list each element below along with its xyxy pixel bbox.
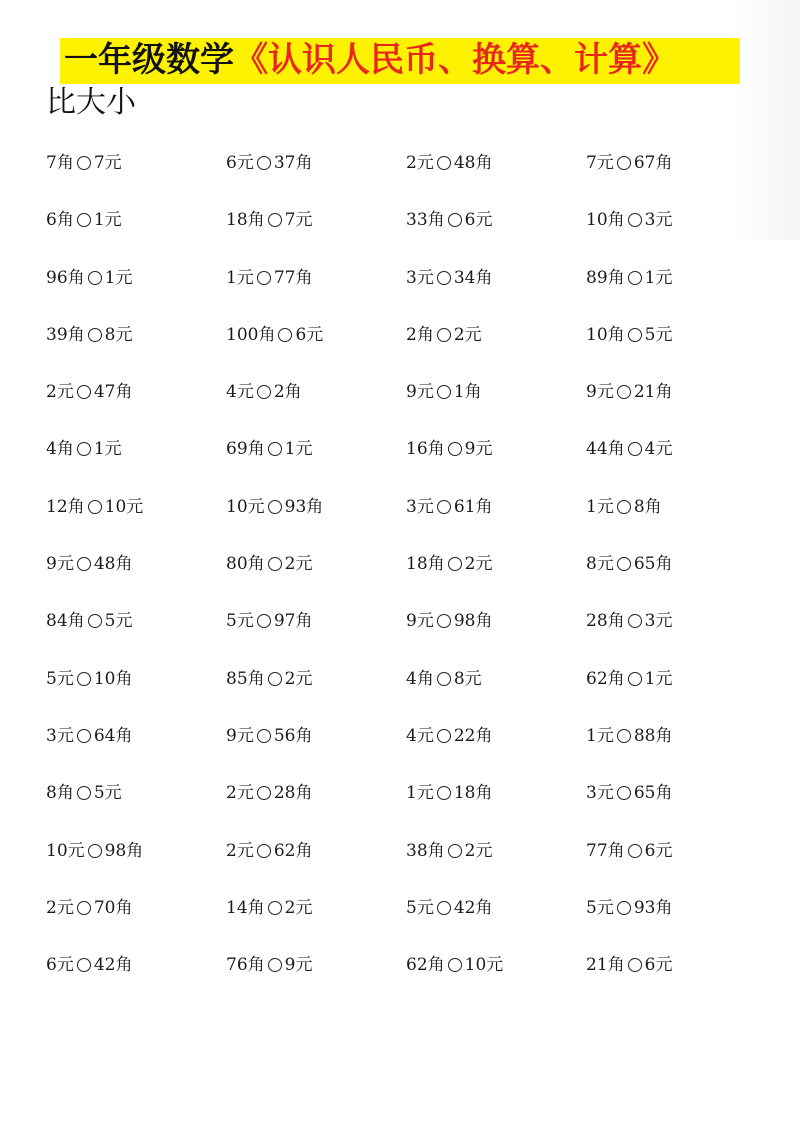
comparison-item xyxy=(46,891,226,925)
comparison-grid xyxy=(46,146,766,1005)
answer-circle[interactable] xyxy=(617,156,631,170)
left-amount: 1元 xyxy=(406,783,434,804)
comparison-item xyxy=(226,662,406,696)
left-amount: 8角 xyxy=(46,783,74,804)
right-amount: 88角 xyxy=(633,725,673,746)
right-amount: 5元 xyxy=(644,324,673,345)
answer-circle[interactable] xyxy=(88,844,102,858)
right-amount: 10元 xyxy=(104,496,144,517)
right-amount: 5元 xyxy=(93,783,122,804)
answer-circle[interactable] xyxy=(437,614,451,628)
left-amount: 1元 xyxy=(586,725,614,746)
right-amount: 9元 xyxy=(464,439,493,460)
answer-circle[interactable] xyxy=(268,672,282,686)
left-amount: 85角 xyxy=(226,668,265,689)
comparison-item xyxy=(586,604,766,638)
right-amount: 8角 xyxy=(633,496,662,517)
answer-circle[interactable] xyxy=(278,328,292,342)
comparison-item xyxy=(586,948,766,982)
right-amount: 7元 xyxy=(284,210,313,231)
answer-circle[interactable] xyxy=(617,385,631,399)
right-amount: 5元 xyxy=(104,611,133,632)
right-amount: 34角 xyxy=(453,267,493,288)
left-amount: 10元 xyxy=(46,840,85,861)
comparison-item xyxy=(226,318,406,352)
right-amount: 1元 xyxy=(284,439,313,460)
answer-circle[interactable] xyxy=(628,844,642,858)
answer-circle[interactable] xyxy=(268,557,282,571)
right-amount: 1角 xyxy=(453,382,482,403)
answer-circle[interactable] xyxy=(77,385,91,399)
left-amount: 5元 xyxy=(46,668,74,689)
comparison-item xyxy=(226,834,406,868)
comparison-item xyxy=(226,604,406,638)
comparison-item xyxy=(226,948,406,982)
comparison-item xyxy=(226,261,406,295)
left-amount: 5元 xyxy=(406,897,434,918)
right-amount: 62角 xyxy=(273,840,313,861)
left-amount: 10角 xyxy=(586,324,625,345)
left-amount: 2元 xyxy=(406,153,434,173)
answer-circle[interactable] xyxy=(628,958,642,972)
comparison-item xyxy=(406,662,586,696)
right-amount: 1元 xyxy=(644,668,673,689)
comparison-item xyxy=(46,662,226,696)
left-amount: 28角 xyxy=(586,611,625,632)
answer-circle[interactable] xyxy=(257,614,271,628)
left-amount: 77角 xyxy=(586,840,625,861)
answer-circle[interactable] xyxy=(88,614,102,628)
comparison-item xyxy=(406,146,586,180)
left-amount: 9元 xyxy=(406,611,434,632)
right-amount: 2元 xyxy=(284,897,313,918)
left-amount: 8元 xyxy=(586,554,614,575)
left-amount: 18角 xyxy=(226,210,265,231)
comparison-item xyxy=(226,490,406,524)
left-amount: 5元 xyxy=(226,611,254,632)
right-amount: 93角 xyxy=(284,496,324,517)
left-amount: 2元 xyxy=(226,840,254,861)
comparison-item xyxy=(226,146,406,180)
answer-circle[interactable] xyxy=(77,156,91,170)
right-amount: 3元 xyxy=(644,210,673,231)
right-amount: 9元 xyxy=(284,955,313,976)
right-amount: 18角 xyxy=(453,783,493,804)
left-amount: 7元 xyxy=(586,153,614,173)
left-amount: 6元 xyxy=(46,955,74,976)
answer-circle[interactable] xyxy=(437,156,451,170)
comparison-item xyxy=(226,203,406,237)
left-amount: 84角 xyxy=(46,611,85,632)
comparison-item xyxy=(586,662,766,696)
left-amount: 14角 xyxy=(226,897,265,918)
answer-circle[interactable] xyxy=(617,786,631,800)
left-amount: 89角 xyxy=(586,267,625,288)
answer-circle[interactable] xyxy=(77,213,91,227)
answer-circle[interactable] xyxy=(628,614,642,628)
answer-circle[interactable] xyxy=(437,901,451,915)
left-amount: 96角 xyxy=(46,267,85,288)
left-amount: 9元 xyxy=(46,554,74,575)
answer-circle[interactable] xyxy=(77,901,91,915)
right-amount: 8元 xyxy=(104,324,133,345)
comparison-item xyxy=(406,948,586,982)
left-amount: 6角 xyxy=(46,210,74,231)
comparison-item xyxy=(226,432,406,466)
answer-circle[interactable] xyxy=(617,901,631,915)
comparison-item xyxy=(226,776,406,810)
answer-circle[interactable] xyxy=(448,213,462,227)
left-amount: 4元 xyxy=(406,725,434,746)
left-amount: 18角 xyxy=(406,554,445,575)
right-amount: 48角 xyxy=(93,554,133,575)
comparison-item xyxy=(406,719,586,753)
right-amount: 65角 xyxy=(633,783,673,804)
left-amount: 5元 xyxy=(586,897,614,918)
answer-circle[interactable] xyxy=(437,672,451,686)
right-amount: 47角 xyxy=(93,382,133,403)
left-amount: 38角 xyxy=(406,840,445,861)
left-amount: 39角 xyxy=(46,324,85,345)
right-amount: 1元 xyxy=(93,439,122,460)
right-amount: 10元 xyxy=(464,955,504,976)
comparison-item xyxy=(406,490,586,524)
left-amount: 33角 xyxy=(406,210,445,231)
answer-circle[interactable] xyxy=(617,557,631,571)
comparison-item xyxy=(586,891,766,925)
comparison-item xyxy=(46,948,226,982)
answer-circle[interactable] xyxy=(628,442,642,456)
right-amount: 2元 xyxy=(464,554,493,575)
comparison-item xyxy=(46,432,226,466)
comparison-item xyxy=(46,604,226,638)
answer-circle[interactable] xyxy=(617,729,631,743)
left-amount: 3元 xyxy=(406,496,434,517)
comparison-item xyxy=(46,318,226,352)
left-amount: 1元 xyxy=(226,267,254,288)
answer-circle[interactable] xyxy=(448,844,462,858)
answer-circle[interactable] xyxy=(437,500,451,514)
left-amount: 100角 xyxy=(226,324,276,345)
right-amount: 65角 xyxy=(633,554,673,575)
right-amount: 2元 xyxy=(464,840,493,861)
right-amount: 21角 xyxy=(633,382,673,403)
answer-circle[interactable] xyxy=(628,271,642,285)
left-amount: 7角 xyxy=(46,153,74,173)
right-amount: 6元 xyxy=(644,955,673,976)
right-amount: 98角 xyxy=(104,840,144,861)
right-amount: 22角 xyxy=(453,725,493,746)
answer-circle[interactable] xyxy=(77,786,91,800)
right-amount: 6元 xyxy=(464,210,493,231)
left-amount: 16角 xyxy=(406,439,445,460)
answer-circle[interactable] xyxy=(257,729,271,743)
left-amount: 76角 xyxy=(226,955,265,976)
answer-circle[interactable] xyxy=(257,156,271,170)
answer-circle[interactable] xyxy=(268,500,282,514)
left-amount: 9元 xyxy=(586,382,614,403)
left-amount: 21角 xyxy=(586,955,625,976)
answer-circle[interactable] xyxy=(77,729,91,743)
left-amount: 2元 xyxy=(46,897,74,918)
comparison-item xyxy=(46,261,226,295)
right-amount: 6元 xyxy=(644,840,673,861)
right-amount: 7元 xyxy=(93,153,122,173)
comparison-item xyxy=(406,547,586,581)
comparison-item xyxy=(226,375,406,409)
left-amount: 62角 xyxy=(406,955,445,976)
comparison-item xyxy=(586,490,766,524)
comparison-item xyxy=(226,547,406,581)
comparison-item xyxy=(406,891,586,925)
right-amount: 70角 xyxy=(93,897,133,918)
answer-circle[interactable] xyxy=(257,385,271,399)
answer-circle[interactable] xyxy=(268,958,282,972)
answer-circle[interactable] xyxy=(268,901,282,915)
comparison-item xyxy=(586,146,766,180)
answer-circle[interactable] xyxy=(437,328,451,342)
comparison-item xyxy=(226,719,406,753)
answer-circle[interactable] xyxy=(257,786,271,800)
comparison-item xyxy=(46,776,226,810)
comparison-item xyxy=(46,375,226,409)
right-amount: 42角 xyxy=(93,955,133,976)
left-amount: 4角 xyxy=(406,668,434,689)
answer-circle[interactable] xyxy=(628,328,642,342)
comparison-item xyxy=(46,719,226,753)
comparison-item xyxy=(406,604,586,638)
comparison-item xyxy=(586,432,766,466)
left-amount: 62角 xyxy=(586,668,625,689)
answer-circle[interactable] xyxy=(88,271,102,285)
comparison-item xyxy=(46,547,226,581)
left-amount: 10元 xyxy=(226,496,265,517)
right-amount: 2元 xyxy=(284,668,313,689)
answer-circle[interactable] xyxy=(617,500,631,514)
comparison-item xyxy=(586,375,766,409)
comparison-item xyxy=(586,547,766,581)
right-amount: 10角 xyxy=(93,668,133,689)
right-amount: 28角 xyxy=(273,783,313,804)
comparison-item xyxy=(406,432,586,466)
comparison-item xyxy=(46,490,226,524)
comparison-item xyxy=(46,146,226,180)
comparison-item xyxy=(46,203,226,237)
comparison-item xyxy=(226,891,406,925)
comparison-item xyxy=(46,834,226,868)
answer-circle[interactable] xyxy=(448,557,462,571)
left-amount: 80角 xyxy=(226,554,265,575)
left-amount: 9元 xyxy=(406,382,434,403)
left-amount: 3元 xyxy=(406,267,434,288)
right-amount: 6元 xyxy=(295,324,324,345)
right-amount: 48角 xyxy=(453,153,493,173)
left-amount: 4元 xyxy=(226,382,254,403)
answer-circle[interactable] xyxy=(77,672,91,686)
answer-circle[interactable] xyxy=(437,271,451,285)
comparison-item xyxy=(586,776,766,810)
comparison-item xyxy=(586,719,766,753)
right-amount: 1元 xyxy=(104,267,133,288)
answer-circle[interactable] xyxy=(88,500,102,514)
left-amount: 69角 xyxy=(226,439,265,460)
comparison-item xyxy=(406,375,586,409)
left-amount: 6元 xyxy=(226,153,254,173)
comparison-item xyxy=(406,834,586,868)
right-amount: 2元 xyxy=(284,554,313,575)
right-amount: 8元 xyxy=(453,668,482,689)
left-amount: 4角 xyxy=(46,439,74,460)
answer-circle[interactable] xyxy=(257,271,271,285)
comparison-item xyxy=(586,834,766,868)
answer-circle[interactable] xyxy=(257,844,271,858)
comparison-item xyxy=(586,318,766,352)
right-amount: 3元 xyxy=(644,611,673,632)
left-amount: 2元 xyxy=(46,382,74,403)
right-amount: 98角 xyxy=(453,611,493,632)
left-amount: 12角 xyxy=(46,496,85,517)
answer-circle[interactable] xyxy=(628,672,642,686)
title-main: 一年级数学 xyxy=(64,40,234,80)
section-title: 比大小 xyxy=(46,85,136,120)
answer-circle[interactable] xyxy=(628,213,642,227)
right-amount: 2角 xyxy=(273,382,302,403)
left-amount: 9元 xyxy=(226,725,254,746)
right-amount: 97角 xyxy=(273,611,313,632)
left-amount: 2角 xyxy=(406,324,434,345)
right-amount: 56角 xyxy=(273,725,313,746)
answer-circle[interactable] xyxy=(437,385,451,399)
comparison-item xyxy=(406,203,586,237)
right-amount: 64角 xyxy=(93,725,133,746)
answer-circle[interactable] xyxy=(268,213,282,227)
answer-circle[interactable] xyxy=(437,729,451,743)
title-topic: 《认识人民币、换算、计算》 xyxy=(234,40,676,80)
right-amount: 4元 xyxy=(644,439,673,460)
right-amount: 61角 xyxy=(453,496,493,517)
right-amount: 93角 xyxy=(633,897,673,918)
comparison-item xyxy=(586,261,766,295)
answer-circle[interactable] xyxy=(437,786,451,800)
left-amount: 3元 xyxy=(586,783,614,804)
left-amount: 2元 xyxy=(226,783,254,804)
right-amount: 42角 xyxy=(453,897,493,918)
comparison-item xyxy=(586,203,766,237)
right-amount: 67角 xyxy=(633,153,673,173)
answer-circle[interactable] xyxy=(268,442,282,456)
comparison-item xyxy=(406,261,586,295)
right-amount: 1元 xyxy=(93,210,122,231)
comparison-item xyxy=(406,776,586,810)
answer-circle[interactable] xyxy=(77,557,91,571)
right-amount: 77角 xyxy=(273,267,313,288)
comparison-item xyxy=(406,318,586,352)
answer-circle[interactable] xyxy=(448,958,462,972)
page-title xyxy=(64,36,676,84)
answer-circle[interactable] xyxy=(77,958,91,972)
left-amount: 1元 xyxy=(586,496,614,517)
answer-circle[interactable] xyxy=(88,328,102,342)
answer-circle[interactable] xyxy=(77,442,91,456)
answer-circle[interactable] xyxy=(448,442,462,456)
right-amount: 37角 xyxy=(273,153,313,173)
right-amount: 1元 xyxy=(644,267,673,288)
left-amount: 10角 xyxy=(586,210,625,231)
right-amount: 2元 xyxy=(453,324,482,345)
left-amount: 44角 xyxy=(586,439,625,460)
left-amount: 3元 xyxy=(46,725,74,746)
